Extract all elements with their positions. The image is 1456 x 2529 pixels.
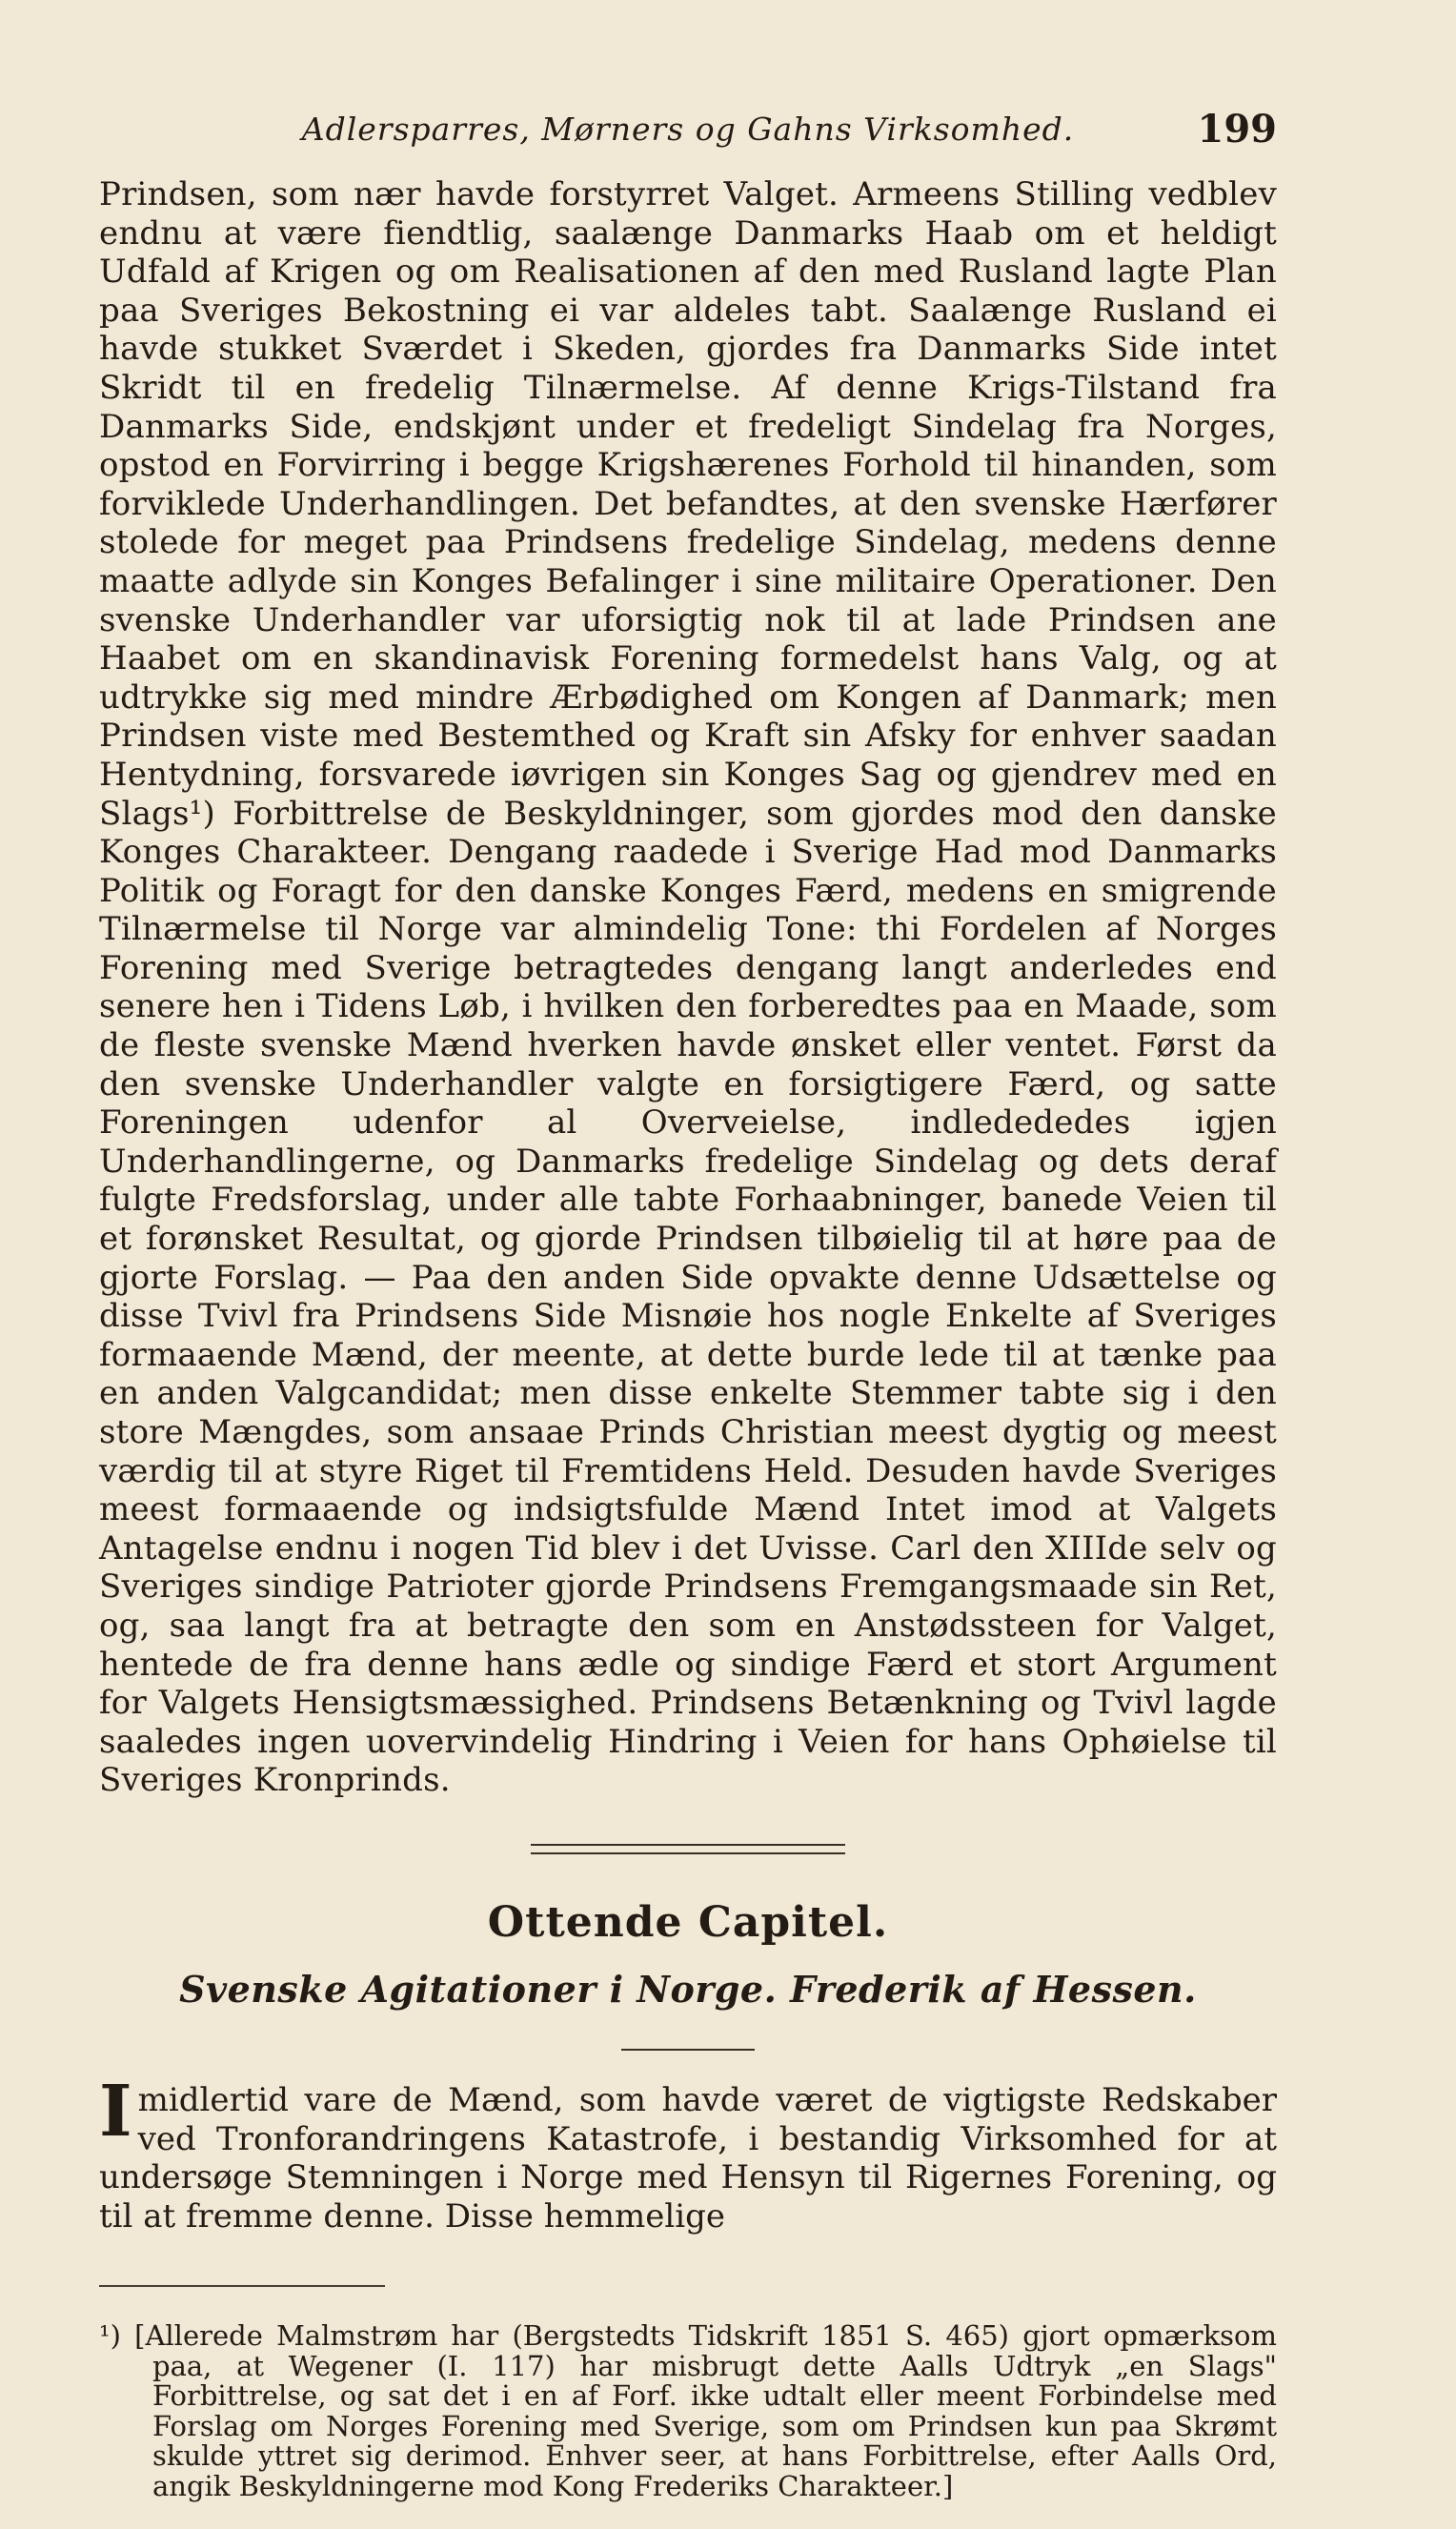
- running-title: Adlersparres, Mørners og Gahns Virksomhed.: [301, 111, 1075, 148]
- chapter-subtitle: Svenske Agitationer i Norge. Frederik af Hessen.: [179, 1967, 1197, 2011]
- section-divider: [531, 1844, 845, 1854]
- dropcap: I: [99, 2070, 132, 2153]
- page: [99, 107, 1277, 2529]
- chapter-title: Ottende Capitel.: [487, 1897, 889, 1947]
- footnote: ¹) [Allerede Malmstrøm har (Bergstedts Tidskrift 1851 S. 465) gjort opmærksom paa, at Wegener (I. 117) har misbrugt dette Aalls Udtryk „en Slags" Forbittrelse, og sat det i en af Forf. ikke udtalt eller meent Forbindelse med Forslag om Norges Forening med Sverige, som om Prindsen kun paa Skrømt skulde yttret sig derimod. Enhver seer, at hans Forbittrelse, efter Aalls Ord, angik Beskyldningerne mod Kong Frederiks Charakteer.]: [99, 2319, 1277, 2502]
- footnote-divider: [99, 2285, 385, 2287]
- chapter-divider: [621, 2049, 755, 2051]
- running-head: [99, 107, 1277, 164]
- chapter-opening-text: midlertid vare de Mænd, som havde været de vigtigste Redskaber ved Tronforandringens Katastrofe, i bestandig Virksomhed for at undersøge Stemningen i Norge med Hensyn til Rigernes Forening, og til at fremme denne. Disse hemmelige: [99, 2080, 1277, 2236]
- body-paragraph: Prindsen, som nær havde forstyrret Valget. Armeens Stilling vedblev endnu at være fiendtlig, saalænge Danmarks Haab om et heldigt Udfald af Krigen og om Realisationen af den med Rusland lagte Plan paa Sveriges Bekostning ei var aldeles tabt. Saalænge Rusland ei havde stukket Sværdet i Skeden, gjordes fra Danmarks Side intet Skridt til en fredelig Tilnærmelse. Af denne Krigs-Tilstand fra Danmarks Side, endskjønt under et fredeligt Sindelag fra Norges, opstod en Forvirring i begge Krigshærenes Forhold til hinanden, som forviklede Underhandlingen. Det befandtes, at den svenske Hærfører stolede for meget paa Prindsens fredelige Sindelag, medens denne maatte adlyde sin Konges Befalinger i sine militaire Operationer. Den svenske Underhandler var uforsigtig nok til at lade Prindsen ane Haabet om en skandinavisk Forening formedelst hans Valg, og at udtrykke sig med mindre Ærbødighed om Kongen af Danmark; men Prindsen viste med Bestemthed og Kraft sin Afsky for enhver saadan Hentydning, forsvarede iøvrigen sin Konges Sag og gjendrev med en Slags¹) Forbittrelse de Beskyldninger, som gjordes mod den danske Konges Charakteer. Dengang raadede i Sverige Had mod Danmarks Politik og Foragt for den danske Konges Færd, medens en smigrende Tilnærmelse til Norge var almindelig Tone: thi Fordelen af Norges Forening med Sverige betragtedes dengang langt anderledes end senere hen i Tidens Løb, i hvilken den forberedtes paa en Maade, som de fleste svenske Mænd hverken havde ønsket eller ventet. Først da den svenske Underhandler valgte en forsigtigere Færd, og satte Foreningen udenfor al Overveielse, indledededes igjen Underhandlingerne, og Danmarks fredelige Sindelag og dets deraf fulgte Fredsforslag, under alle tabte Forhaabninger, banede Veien til et forønsket Resultat, og gjorde Prindsen tilbøielig til at høre paa de gjorte Forslag. — Paa den anden Side opvakte denne Udsættelse og disse Tvivl fra Prindsens Side Misnøie hos nogle Enkelte af Sveriges formaaende Mænd, der meente, at dette burde lede til at tænke paa en anden Valgcandidat; men disse enkelte Stemmer tabte sig i den store Mængdes, som ansaae Prinds Christian meest dygtig og meest værdig til at styre Riget til Fremtidens Held. Desuden havde Sveriges meest formaaende og indsigtsfulde Mænd Intet imod at Valgets Antagelse endnu i nogen Tid blev i det Uvisse. Carl den XIIIde selv og Sveriges sindige Patrioter gjorde Prindsens Fremgangsmaade sin Ret, og, saa langt fra at betragte den som en Anstødssteen for Valget, hentede de fra denne hans ædle og sindige Færd et stort Argument for Valgets Hensigtsmæssighed. Prindsens Betænkning og Tvivl lagde saaledes ingen uovervindelig Hindring i Veien for hans Ophøielse til Sveriges Kronprinds.: [99, 175, 1277, 1800]
- chapter-opening-paragraph: [99, 2070, 1277, 2236]
- page-number: 199: [1197, 107, 1277, 152]
